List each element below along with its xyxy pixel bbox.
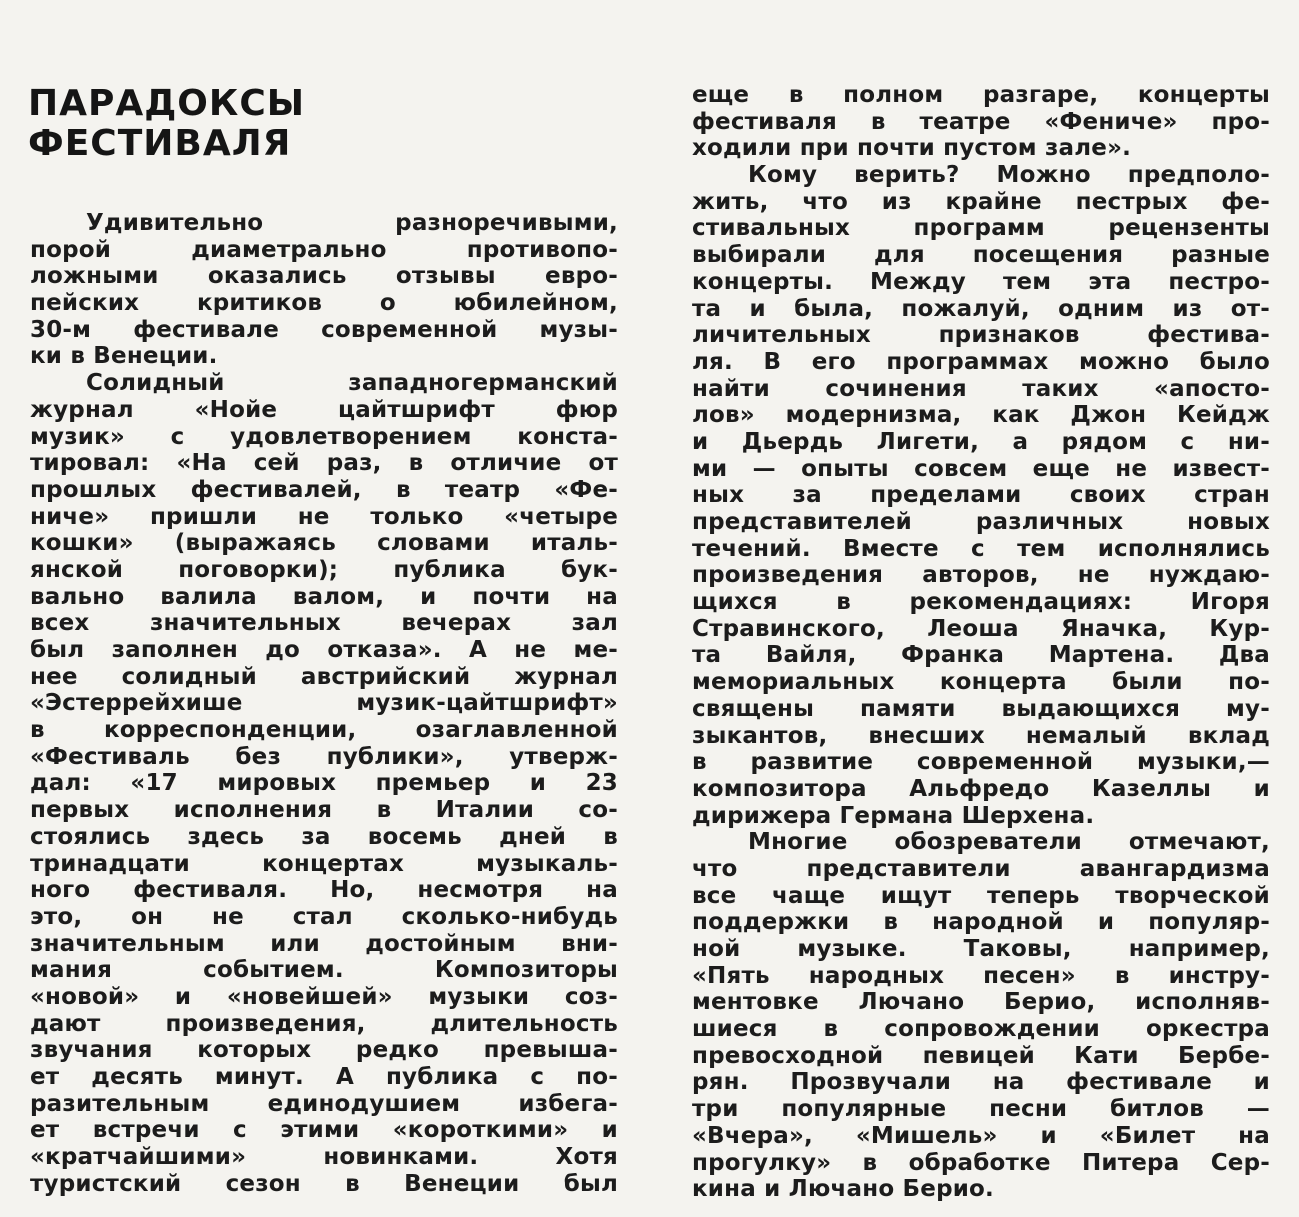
text-line: произведения авторов, не нуждаю- bbox=[692, 562, 1270, 589]
text-line: ных за пределами своих стран bbox=[692, 482, 1270, 509]
title-line: ПАРАДОКСЫ bbox=[28, 83, 306, 124]
text-line: первых исполнения в Италии со- bbox=[30, 797, 618, 824]
text-line: найти сочинения таких «апосто- bbox=[692, 375, 1270, 402]
text-line: ниче» пришли не только «четыре bbox=[30, 503, 618, 530]
text-line: журнал «Нойе цайтшрифт фюр bbox=[30, 396, 618, 423]
text-line: порой диаметрально противопо- bbox=[30, 236, 618, 263]
text-line: ля. В его программах можно было bbox=[692, 348, 1270, 375]
text-line: нее солидный австрийский журнал bbox=[30, 663, 618, 690]
text-line: всех значительных вечерах зал bbox=[30, 610, 618, 637]
text-line: Кому верить? Можно предполо- bbox=[748, 162, 1270, 189]
text-line: жить, что из крайне пестрых фе- bbox=[692, 188, 1270, 215]
text-line: туристский сезон в Венеции был bbox=[30, 1170, 618, 1197]
text-line: концерты. Между тем эта пестро- bbox=[692, 268, 1270, 295]
text-line: мемориальных концерта были по- bbox=[692, 669, 1270, 696]
text-line: Многие обозреватели отмечают, bbox=[748, 829, 1270, 856]
text-line: кошки» (выражаясь словами италь- bbox=[30, 530, 618, 557]
text-line: ки в Венеции. bbox=[30, 343, 218, 370]
text-line: это, он не стал сколько-нибудь bbox=[30, 903, 618, 930]
text-line: ложными оказались отзывы евро- bbox=[30, 263, 618, 290]
text-line: «новой» и «новейшей» музыки соз- bbox=[30, 983, 618, 1010]
text-line: ми — опыты совсем еще не извест- bbox=[692, 455, 1270, 482]
article-title bbox=[28, 84, 628, 164]
text-line: дают произведения, длительность bbox=[30, 1010, 618, 1037]
text-line: 30-м фестивале современной музы- bbox=[30, 316, 618, 343]
text-line: ментовке Лючано Берио, исполняв- bbox=[692, 989, 1270, 1016]
text-line: превосходной певицей Кати Бербе- bbox=[692, 1042, 1270, 1069]
text-line: ходили при почти пустом зале». bbox=[692, 135, 1132, 162]
text-line: еще в полном разгаре, концерты bbox=[692, 82, 1270, 108]
text-line: фестиваля в театре «Фениче» про- bbox=[692, 108, 1270, 135]
title-line: ФЕСТИВАЛЯ bbox=[28, 123, 292, 164]
text-line: дирижера Германа Шерхена. bbox=[692, 802, 1095, 829]
text-line: прогулку» в обработке Питера Сер- bbox=[692, 1149, 1270, 1176]
text-line: стоялись здесь за восемь дней в bbox=[30, 823, 618, 850]
text-line: поддержки в народной и популяр- bbox=[692, 909, 1270, 936]
text-line: музик» с удовлетворением конста- bbox=[30, 423, 618, 450]
text-line: дал: «17 мировых премьер и 23 bbox=[30, 770, 618, 797]
text-line: рян. Прозвучали на фестивале и bbox=[692, 1069, 1270, 1096]
text-line: разительным единодушием избега- bbox=[30, 1090, 618, 1117]
text-line: течений. Вместе с тем исполнялись bbox=[692, 535, 1270, 562]
text-line: композитора Альфредо Казеллы и bbox=[692, 775, 1270, 802]
text-line: зыкантов, внесших немалый вклад bbox=[692, 722, 1270, 749]
text-line: прошлых фестивалей, в театр «Фе- bbox=[30, 476, 618, 503]
text-line: и Дьердь Лигети, а рядом с ни- bbox=[692, 428, 1270, 455]
text-line: Удивительно разноречивыми, bbox=[86, 210, 618, 236]
text-line: ного фестиваля. Но, несмотря на bbox=[30, 877, 618, 904]
text-line: «Эстеррейхише музик-цайтшрифт» bbox=[30, 690, 618, 717]
left-text-column bbox=[30, 210, 618, 1197]
text-line: в корреспонденции, озаглавленной bbox=[30, 717, 618, 744]
text-line: кина и Лючано Берио. bbox=[692, 1176, 994, 1203]
text-line: выбирали для посещения разные bbox=[692, 242, 1270, 269]
text-line: стивальных программ рецензенты bbox=[692, 215, 1270, 242]
text-line: та и была, пожалуй, одним из от- bbox=[692, 295, 1270, 322]
text-line: янской поговорки); публика бук- bbox=[30, 556, 618, 583]
text-line: пейских критиков о юбилейном, bbox=[30, 290, 618, 317]
text-line: ет встречи с этими «короткими» и bbox=[30, 1117, 618, 1144]
text-line: щихся в рекомендациях: Игоря bbox=[692, 589, 1270, 616]
text-line: личительных признаков фестива- bbox=[692, 322, 1270, 349]
text-line: «кратчайшими» новинками. Хотя bbox=[30, 1144, 618, 1171]
right-text-column bbox=[692, 82, 1270, 1203]
text-line: три популярные песни битлов — bbox=[692, 1096, 1270, 1123]
text-line: Солидный западногерманский bbox=[86, 370, 618, 397]
text-line: лов» модернизма, как Джон Кейдж bbox=[692, 402, 1270, 429]
text-line: был заполнен до отказа». А не ме- bbox=[30, 637, 618, 663]
text-line: вально валила валом, и почти на bbox=[30, 583, 618, 610]
text-line: та Вайля, Франка Мартена. Два bbox=[692, 642, 1270, 669]
text-line: представителей различных новых bbox=[692, 509, 1270, 535]
text-line: ной музыке. Таковы, например, bbox=[692, 936, 1270, 962]
text-line: «Вчера», «Мишель» и «Билет на bbox=[692, 1122, 1270, 1149]
text-line: что представители авангардизма bbox=[692, 855, 1270, 882]
text-line: ет десять минут. А публика с по- bbox=[30, 1064, 618, 1090]
text-line: все чаще ищут теперь творческой bbox=[692, 882, 1270, 909]
text-line: Стравинского, Леоша Яначка, Кур- bbox=[692, 615, 1270, 642]
text-line: звучания которых редко превыша- bbox=[30, 1037, 618, 1064]
text-line: тринадцати концертах музыкаль- bbox=[30, 850, 618, 877]
text-line: значительным или достойным вни- bbox=[30, 930, 618, 957]
text-line: «Фестиваль без публики», утверж- bbox=[30, 743, 618, 770]
text-line: шиеся в сопровождении оркестра bbox=[692, 1016, 1270, 1043]
text-line: в развитие современной музыки,— bbox=[692, 749, 1270, 776]
text-line: «Пять народных песен» в инстру- bbox=[692, 962, 1270, 989]
text-line: священы памяти выдающихся му- bbox=[692, 695, 1270, 722]
text-line: мания событием. Композиторы bbox=[30, 957, 618, 984]
text-line: тировал: «На сей раз, в отличие от bbox=[30, 450, 618, 477]
